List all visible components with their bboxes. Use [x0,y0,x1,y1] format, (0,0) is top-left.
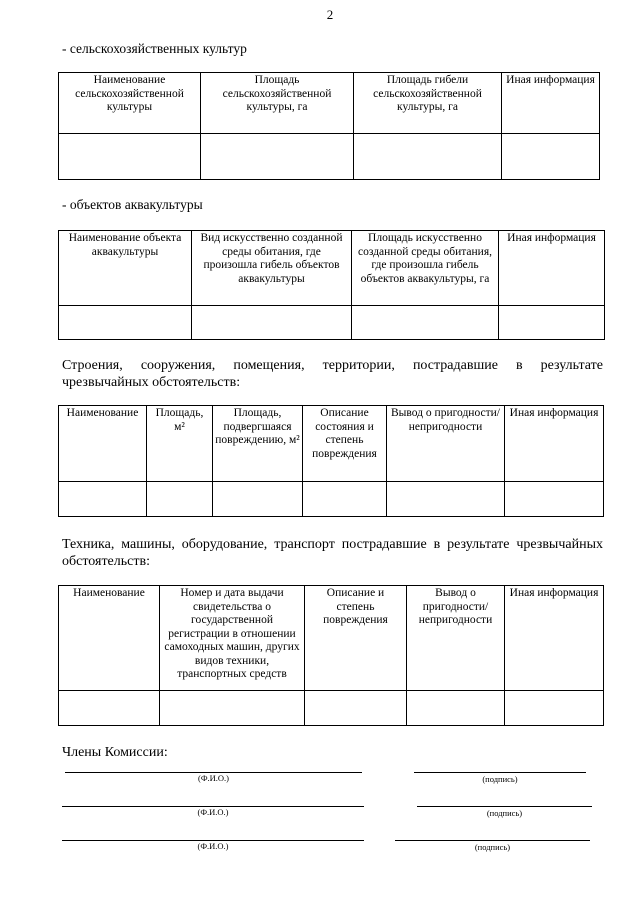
table-cell[interactable] [160,691,305,726]
name-caption: (Ф.И.О.) [197,841,229,851]
section-heading-aquaculture: - объектов аквакультуры [62,197,203,212]
table-header-row [59,586,604,691]
table-cell[interactable] [147,482,213,517]
column-header: Наименование [59,586,160,691]
table-header-row [59,406,604,482]
column-header: Площадь сельскохозяйственной культуры, га [201,73,354,134]
section-heading-crops: - сельскохозяйственных культур [62,41,247,56]
section-heading-vehicles: Техника, машины, оборудование, транспорт пострадавшие в результате чрезвычайных обстоятельств: [62,537,603,569]
column-header: Наименование объекта аквакультуры [59,231,192,306]
column-header: Площадь, подвергшаяся повреждению, м² [213,406,303,482]
table-cell[interactable] [213,482,303,517]
signature-line[interactable] [414,772,586,773]
table-cell[interactable] [192,306,352,340]
column-header: Площадь искусственно созданной среды обитания, где произошла гибель объектов аквакультуры, га [352,231,499,306]
section-heading-buildings: Строения, сооружения, помещения, территории, пострадавшие в результате чрезвычайных обстоятельств: [62,358,603,390]
column-header: Иная информация [505,586,604,691]
table-cell[interactable] [305,691,407,726]
column-header: Описание и степень повреждения [305,586,407,691]
signature-line[interactable] [395,840,590,841]
table-row [59,482,604,517]
buildings-table [58,405,604,517]
vehicles-table [58,585,604,726]
column-header: Иная информация [499,231,605,306]
aquaculture-table [58,230,605,340]
column-header: Площадь гибели сельскохозяйственной культуры, га [354,73,502,134]
column-header: Номер и дата выдачи свидетельства о государственной регистрации в отношении самоходных машин, других видов техники, транспортных средств [160,586,305,691]
table-cell[interactable] [505,482,604,517]
column-header: Иная информация [502,73,600,134]
column-header: Вывод о пригодности/непригодности [407,586,505,691]
crops-table [58,72,600,180]
table-row [59,134,600,180]
column-header: Площадь, м² [147,406,213,482]
signature-caption: (подпись) [486,808,523,818]
table-header-row [59,73,600,134]
signature-line[interactable] [417,806,592,807]
table-row [59,691,604,726]
column-header: Наименование [59,406,147,482]
table-cell[interactable] [59,306,192,340]
table-cell[interactable] [387,482,505,517]
table-cell[interactable] [59,482,147,517]
table-cell[interactable] [59,134,201,180]
signature-caption: (подпись) [482,774,518,784]
table-header-row [59,231,605,306]
column-header: Иная информация [505,406,604,482]
column-header: Наименование сельскохозяйственной культуры [59,73,201,134]
table-cell[interactable] [499,306,605,340]
table-cell[interactable] [303,482,387,517]
table-cell[interactable] [201,134,354,180]
table-cell[interactable] [354,134,502,180]
table-cell[interactable] [505,691,604,726]
column-header: Вид искусственно созданной среды обитания, где произошла гибель объектов аквакультуры [192,231,352,306]
column-header: Вывод о пригодности/непригодности [387,406,505,482]
column-header: Описание состояния и степень повреждения [303,406,387,482]
table-cell[interactable] [352,306,499,340]
name-caption: (Ф.И.О.) [197,807,229,817]
table-cell[interactable] [407,691,505,726]
commission-title: Члены Комиссии: [62,745,168,760]
table-cell[interactable] [59,691,160,726]
table-row [59,306,605,340]
table-cell[interactable] [502,134,600,180]
name-caption: (Ф.И.О.) [197,773,230,783]
page-number: 2 [326,7,334,22]
signature-caption: (подпись) [474,842,511,852]
